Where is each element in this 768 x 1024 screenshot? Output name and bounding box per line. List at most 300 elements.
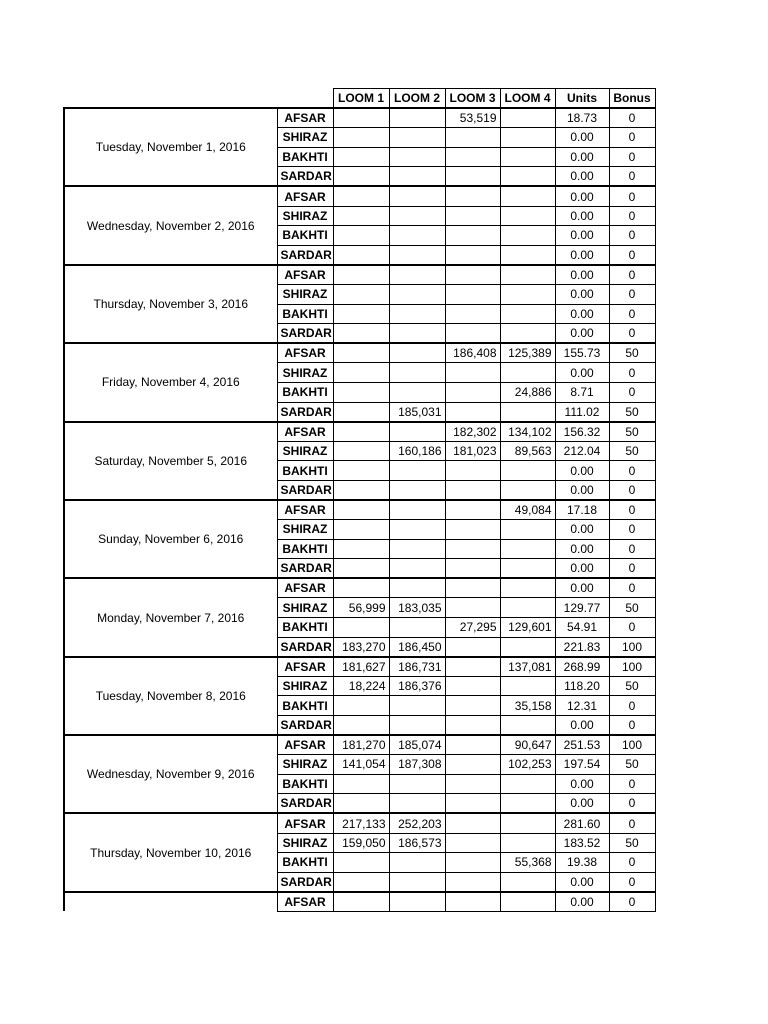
bonus-value: 0 [609,206,655,226]
bonus-value: 100 [609,657,655,677]
units-value: 0.00 [555,245,609,265]
loom-1-value [333,402,389,422]
loom-3-value [445,676,500,696]
loom-3-value [445,892,500,912]
loom-1-value [333,618,389,638]
loom-2-value [389,343,445,363]
loom-3-value [445,539,500,559]
loom-3-value [445,147,500,167]
operator-name: AFSAR [277,500,333,520]
loom-2-value: 186,450 [389,637,445,657]
loom-2-value: 186,376 [389,676,445,696]
loom-1-value [333,108,389,128]
date-cell: Wednesday, November 2, 2016 [64,186,277,264]
loom-1-value [333,206,389,226]
operator-name: BAKHTI [277,618,333,638]
units-value: 54.91 [555,618,609,638]
units-value: 0.00 [555,304,609,324]
bonus-value: 100 [609,735,655,755]
operator-name: SARDAR [277,245,333,265]
date-cell: Tuesday, November 8, 2016 [64,657,277,735]
loom-1-value [333,441,389,461]
loom-1-value [333,539,389,559]
loom-2-value [389,872,445,892]
date-cell [64,892,277,912]
bonus-value: 0 [609,500,655,520]
operator-name: SARDAR [277,716,333,736]
loom-1-value [333,265,389,285]
loom-1-value [333,363,389,383]
table-row [64,735,655,755]
loom-2-value: 185,074 [389,735,445,755]
loom-1-value [333,147,389,167]
loom-2-value [389,480,445,500]
units-value: 0.00 [555,226,609,246]
loom-3-value [445,245,500,265]
loom-3-value: 53,519 [445,108,500,128]
table-row [64,186,655,206]
loom-2-value [389,696,445,716]
loom-2-value [389,422,445,442]
bonus-value: 0 [609,872,655,892]
loom-4-value: 129,601 [500,618,555,638]
bonus-value: 0 [609,892,655,912]
loom-4-value: 89,563 [500,441,555,461]
bonus-value: 50 [609,833,655,853]
table-row [64,813,655,833]
loom-3-value: 181,023 [445,441,500,461]
header-units: Units [555,89,609,109]
loom-2-value: 252,203 [389,813,445,833]
header-loom-4: LOOM 4 [500,89,555,109]
bonus-value: 0 [609,363,655,383]
operator-name: SHIRAZ [277,284,333,304]
operator-name: AFSAR [277,813,333,833]
operator-name: SHIRAZ [277,676,333,696]
units-value: 155.73 [555,343,609,363]
units-value: 0.00 [555,872,609,892]
loom-2-value [389,892,445,912]
loom-4-value [500,128,555,148]
units-value: 0.00 [555,892,609,912]
loom-4-value [500,284,555,304]
loom-1-value [333,480,389,500]
loom-4-value [500,872,555,892]
loom-2-value [389,500,445,520]
loom-1-value: 217,133 [333,813,389,833]
loom-2-value [389,578,445,598]
operator-name: BAKHTI [277,226,333,246]
loom-3-value [445,461,500,481]
units-value: 17.18 [555,500,609,520]
operator-name: SHIRAZ [277,128,333,148]
loom-3-value [445,696,500,716]
operator-name: BAKHTI [277,382,333,402]
loom-3-value [445,186,500,206]
bonus-value: 50 [609,598,655,618]
header-bonus: Bonus [609,89,655,109]
loom-1-value [333,559,389,579]
loom-1-value: 181,270 [333,735,389,755]
loom-4-value [500,226,555,246]
table-row [64,108,655,128]
loom-4-value [500,716,555,736]
loom-1-value: 159,050 [333,833,389,853]
loom-3-value [445,500,500,520]
loom-1-value [333,382,389,402]
bonus-value: 0 [609,853,655,873]
operator-name: SARDAR [277,637,333,657]
loom-4-value: 90,647 [500,735,555,755]
loom-4-value [500,539,555,559]
loom-3-value [445,324,500,344]
operator-name: AFSAR [277,343,333,363]
units-value: 0.00 [555,774,609,794]
units-value: 197.54 [555,755,609,775]
operator-name: BAKHTI [277,147,333,167]
loom-3-value [445,637,500,657]
units-value: 12.31 [555,696,609,716]
bonus-value: 50 [609,755,655,775]
loom-4-value [500,578,555,598]
bonus-value: 0 [609,167,655,187]
loom-2-value: 183,035 [389,598,445,618]
loom-3-value: 182,302 [445,422,500,442]
loom-4-value [500,108,555,128]
operator-name: BAKHTI [277,774,333,794]
bonus-value: 0 [609,618,655,638]
bonus-value: 0 [609,304,655,324]
loom-2-value [389,245,445,265]
loom-3-value [445,265,500,285]
table-row [64,892,655,912]
operator-name: SHIRAZ [277,755,333,775]
bonus-value: 0 [609,245,655,265]
loom-4-value [500,147,555,167]
operator-name: BAKHTI [277,853,333,873]
operator-name: SHIRAZ [277,520,333,540]
units-value: 118.20 [555,676,609,696]
operator-name: BAKHTI [277,461,333,481]
units-value: 0.00 [555,461,609,481]
loom-1-value [333,716,389,736]
bonus-value: 0 [609,794,655,814]
loom-2-value [389,716,445,736]
units-value: 281.60 [555,813,609,833]
units-value: 0.00 [555,206,609,226]
units-value: 0.00 [555,284,609,304]
loom-3-value [445,872,500,892]
loom-1-value [333,520,389,540]
loom-3-value [445,813,500,833]
loom-3-value [445,794,500,814]
loom-2-value [389,284,445,304]
bonus-value: 0 [609,265,655,285]
loom-1-value [333,461,389,481]
operator-name: SHIRAZ [277,363,333,383]
units-value: 0.00 [555,363,609,383]
loom-3-value [445,520,500,540]
loom-4-value [500,559,555,579]
loom-2-value: 186,573 [389,833,445,853]
bonus-value: 0 [609,696,655,716]
units-value: 0.00 [555,265,609,285]
loom-4-value [500,245,555,265]
operator-name: SHIRAZ [277,441,333,461]
bonus-value: 0 [609,539,655,559]
loom-1-value: 18,224 [333,676,389,696]
bonus-value: 0 [609,108,655,128]
loom-4-value: 102,253 [500,755,555,775]
bonus-value: 0 [609,461,655,481]
date-cell: Thursday, November 3, 2016 [64,265,277,343]
loom-3-value [445,716,500,736]
loom-3-value: 186,408 [445,343,500,363]
loom-2-value [389,186,445,206]
loom-3-value [445,598,500,618]
loom-4-value [500,794,555,814]
header-loom-2: LOOM 2 [389,89,445,109]
bonus-value: 0 [609,284,655,304]
units-value: 0.00 [555,794,609,814]
header-row [64,89,655,109]
units-value: 8.71 [555,382,609,402]
loom-4-value [500,402,555,422]
units-value: 0.00 [555,186,609,206]
loom-3-value [445,559,500,579]
loom-2-value: 187,308 [389,755,445,775]
loom-1-value: 181,627 [333,657,389,677]
loom-4-value: 137,081 [500,657,555,677]
loom-2-value: 185,031 [389,402,445,422]
date-cell: Tuesday, November 1, 2016 [64,108,277,186]
loom-production-table [63,88,656,912]
units-value: 19.38 [555,853,609,873]
units-value: 18.73 [555,108,609,128]
loom-4-value [500,676,555,696]
loom-2-value: 160,186 [389,441,445,461]
loom-2-value [389,559,445,579]
loom-4-value [500,520,555,540]
loom-4-value [500,637,555,657]
loom-1-value: 183,270 [333,637,389,657]
loom-2-value [389,324,445,344]
loom-3-value [445,226,500,246]
units-value: 183.52 [555,833,609,853]
operator-name: AFSAR [277,422,333,442]
table-row [64,657,655,677]
date-cell: Monday, November 7, 2016 [64,578,277,656]
loom-4-value [500,461,555,481]
loom-3-value [445,128,500,148]
operator-name: SARDAR [277,402,333,422]
units-value: 0.00 [555,716,609,736]
loom-2-value [389,206,445,226]
loom-3-value: 27,295 [445,618,500,638]
bonus-value: 0 [609,520,655,540]
units-value: 111.02 [555,402,609,422]
units-value: 0.00 [555,128,609,148]
date-cell: Sunday, November 6, 2016 [64,500,277,578]
loom-2-value [389,794,445,814]
loom-2-value [389,128,445,148]
header-loom-1: LOOM 1 [333,89,389,109]
loom-2-value [389,853,445,873]
loom-4-value: 134,102 [500,422,555,442]
operator-name: AFSAR [277,108,333,128]
operator-name: SARDAR [277,559,333,579]
loom-3-value [445,304,500,324]
table-row [64,265,655,285]
loom-2-value [389,167,445,187]
loom-1-value [333,774,389,794]
loom-3-value [445,284,500,304]
operator-name: SARDAR [277,794,333,814]
loom-1-value [333,245,389,265]
bonus-value: 0 [609,559,655,579]
units-value: 0.00 [555,324,609,344]
units-value: 0.00 [555,147,609,167]
operator-name: AFSAR [277,892,333,912]
operator-name: AFSAR [277,735,333,755]
loom-2-value: 186,731 [389,657,445,677]
table-row [64,578,655,598]
date-cell: Wednesday, November 9, 2016 [64,735,277,813]
units-value: 0.00 [555,578,609,598]
loom-4-value: 125,389 [500,343,555,363]
bonus-value: 0 [609,774,655,794]
bonus-value: 100 [609,637,655,657]
loom-4-value [500,480,555,500]
loom-4-value [500,363,555,383]
bonus-value: 50 [609,402,655,422]
loom-2-value [389,774,445,794]
operator-name: AFSAR [277,578,333,598]
date-cell: Saturday, November 5, 2016 [64,422,277,500]
units-value: 0.00 [555,167,609,187]
units-value: 212.04 [555,441,609,461]
loom-1-value: 141,054 [333,755,389,775]
bonus-value: 50 [609,676,655,696]
loom-3-value [445,735,500,755]
loom-3-value [445,363,500,383]
table-row [64,343,655,363]
operator-name: BAKHTI [277,539,333,559]
loom-4-value [500,892,555,912]
operator-name: BAKHTI [277,696,333,716]
loom-4-value [500,167,555,187]
operator-name: SHIRAZ [277,598,333,618]
loom-1-value [333,128,389,148]
operator-name: SARDAR [277,167,333,187]
operator-name: AFSAR [277,186,333,206]
loom-3-value [445,657,500,677]
loom-3-value [445,833,500,853]
loom-3-value [445,206,500,226]
loom-3-value [445,774,500,794]
bonus-value: 50 [609,343,655,363]
loom-1-value: 56,999 [333,598,389,618]
bonus-value: 0 [609,226,655,246]
loom-4-value: 35,158 [500,696,555,716]
bonus-value: 0 [609,186,655,206]
loom-2-value [389,304,445,324]
date-cell: Friday, November 4, 2016 [64,343,277,421]
loom-2-value [389,520,445,540]
loom-1-value [333,872,389,892]
loom-3-value [445,382,500,402]
bonus-value: 0 [609,480,655,500]
loom-2-value [389,461,445,481]
loom-4-value [500,598,555,618]
loom-2-value [389,265,445,285]
loom-1-value [333,167,389,187]
loom-1-value [333,892,389,912]
loom-3-value [445,853,500,873]
loom-4-value [500,774,555,794]
operator-name: SARDAR [277,480,333,500]
loom-2-value [389,618,445,638]
bonus-value: 0 [609,813,655,833]
bonus-value: 50 [609,422,655,442]
loom-3-value [445,755,500,775]
operator-name: SHIRAZ [277,833,333,853]
loom-2-value [389,539,445,559]
loom-4-value [500,206,555,226]
loom-1-value [333,324,389,344]
loom-1-value [333,284,389,304]
loom-2-value [389,363,445,383]
units-value: 0.00 [555,539,609,559]
loom-1-value [333,794,389,814]
loom-3-value [445,480,500,500]
units-value: 268.99 [555,657,609,677]
loom-1-value [333,853,389,873]
date-cell: Thursday, November 10, 2016 [64,813,277,891]
units-value: 251.53 [555,735,609,755]
loom-1-value [333,500,389,520]
loom-3-value [445,167,500,187]
bonus-value: 50 [609,441,655,461]
loom-3-value [445,578,500,598]
table-row [64,422,655,442]
operator-name: AFSAR [277,265,333,285]
bonus-value: 0 [609,324,655,344]
operator-name: AFSAR [277,657,333,677]
bonus-value: 0 [609,382,655,402]
loom-3-value [445,402,500,422]
bonus-value: 0 [609,716,655,736]
loom-2-value [389,382,445,402]
loom-4-value [500,186,555,206]
loom-4-value [500,304,555,324]
header-loom-3: LOOM 3 [445,89,500,109]
loom-1-value [333,186,389,206]
loom-4-value [500,813,555,833]
loom-2-value [389,147,445,167]
operator-name: SARDAR [277,872,333,892]
loom-2-value [389,108,445,128]
loom-4-value [500,265,555,285]
operator-name: SHIRAZ [277,206,333,226]
loom-1-value [333,343,389,363]
loom-1-value [333,696,389,716]
loom-4-value: 55,368 [500,853,555,873]
loom-4-value [500,833,555,853]
units-value: 129.77 [555,598,609,618]
operator-name: BAKHTI [277,304,333,324]
loom-1-value [333,226,389,246]
